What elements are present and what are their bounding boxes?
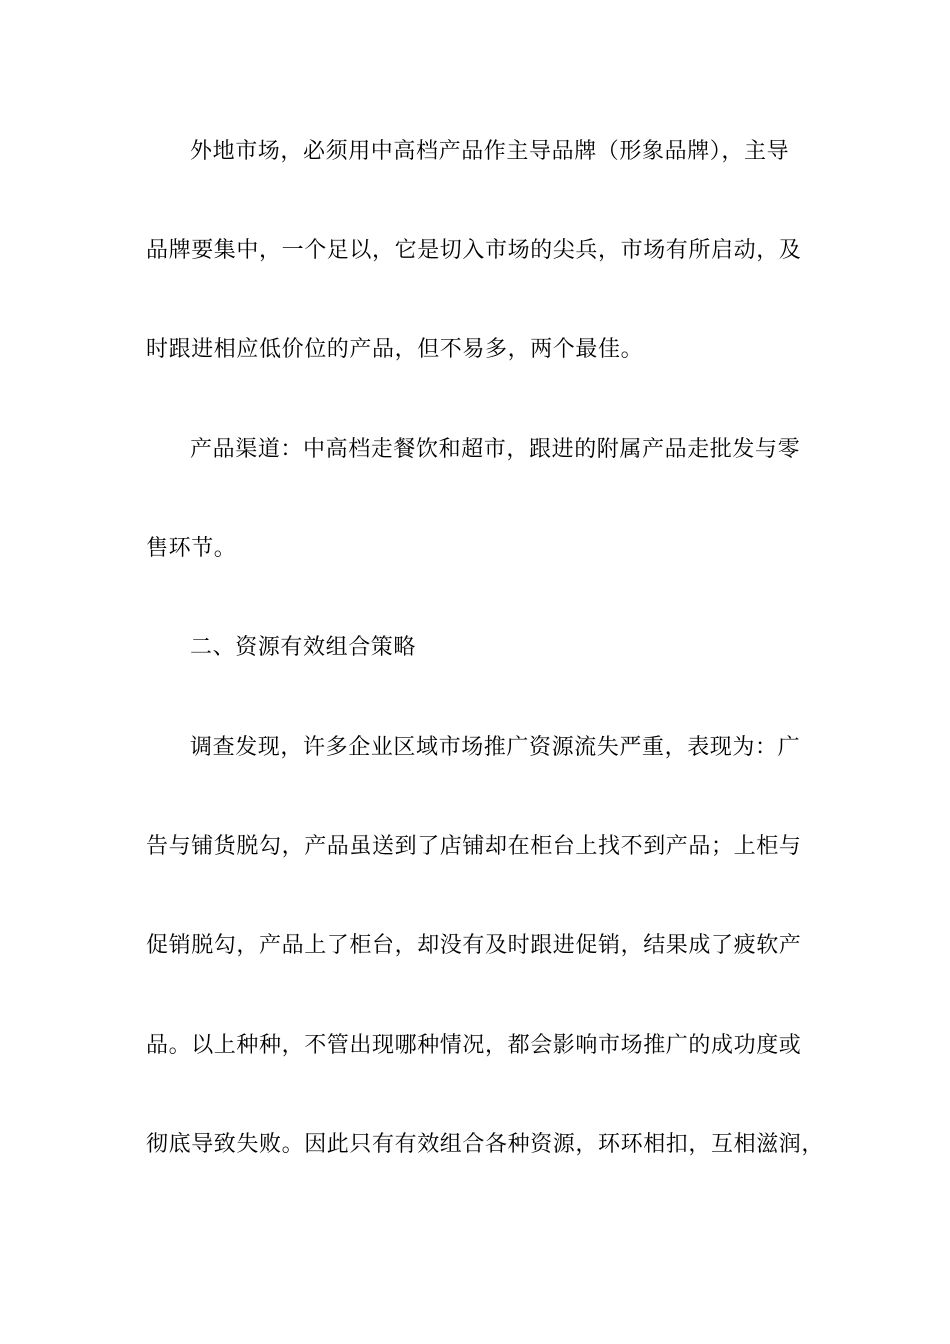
paragraph-line: 时跟进相应低价位的产品，但不易多，两个最佳。 [146, 337, 644, 362]
paragraph-line: 告与铺货脱勾，产品虽送到了店铺却在柜台上找不到产品；上柜与 [146, 834, 802, 859]
paragraph-line: 外地市场，必须用中高档产品作主导品牌（形象品牌），主导 [190, 139, 790, 164]
paragraph-line: 售环节。 [146, 536, 237, 561]
paragraph-line: 品。以上种种，不管出现哪种情况，都会影响市场推广的成功度或 [146, 1033, 802, 1058]
paragraph-line: 调查发现，许多企业区域市场推广资源流失严重，表现为：广 [190, 735, 801, 760]
paragraph-line: 彻底导致失败。因此只有有效组合各种资源，环环相扣，互相滋润， [146, 1132, 825, 1157]
paragraph-line: 品牌要集中，一个足以，它是切入市场的尖兵，市场有所启动，及 [146, 238, 802, 263]
paragraph-line: 产品渠道：中高档走餐饮和超市，跟进的附属产品走批发与零 [190, 437, 801, 462]
section-heading: 二、资源有效组合策略 [190, 635, 417, 660]
paragraph-line: 促销脱勾，产品上了柜台，却没有及时跟进促销，结果成了疲软产 [146, 933, 802, 958]
